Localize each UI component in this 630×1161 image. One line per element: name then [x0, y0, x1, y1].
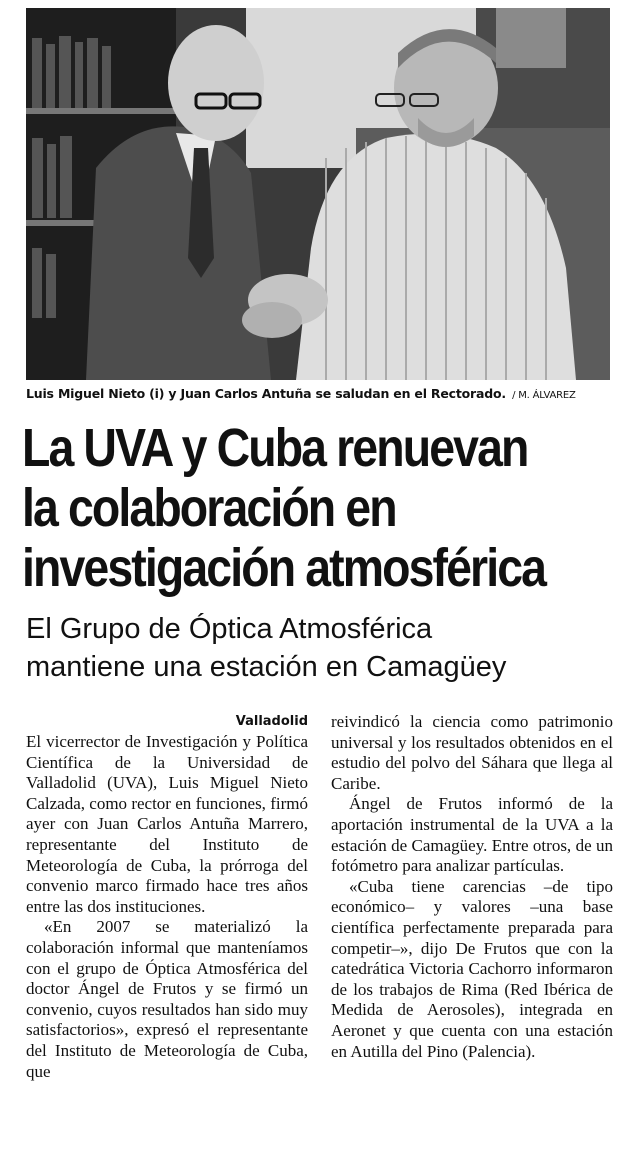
article-column-right	[331, 712, 613, 1062]
headline-line-3: investigación atmosférica	[22, 538, 546, 598]
subtitle-line-1: El Grupo de Óptica Atmosférica	[26, 613, 433, 645]
article-paragraph-5: «Cuba tiene carencias –de tipo económico– y valores –una base científica perfectamente preparada para competir–», dijo De Frutos que con la catedrática Victoria Cachorro informaron de los trabajos de Rima (Red Ibérica de Medida de Aerosoles), integrada en Aeronet y que cuenta con una estación en Autilla del Pino (Palencia).	[331, 876, 613, 1061]
headline-line-2: la colaboración en	[22, 478, 396, 538]
handshake-photo-illustration	[26, 8, 610, 380]
article-paragraph-4: Ángel de Frutos informó de la aportación instrumental de la UVA a la estación de Camagüey. Entre otros, de un fotómetro para analizar partículas.	[331, 794, 613, 876]
subtitle-line-2: mantiene una estación en Camagüey	[26, 651, 507, 683]
headline	[22, 418, 624, 598]
caption-text: Luis Miguel Nieto (i) y Juan Carlos Antuña se saludan en el Rectorado.	[26, 386, 506, 401]
photo-credit: / M. ÁLVAREZ	[512, 390, 576, 401]
article-column-left	[26, 712, 308, 1082]
subtitle	[26, 610, 506, 686]
headline-line-1: La UVA y Cuba renuevan	[22, 418, 528, 478]
news-photo	[26, 8, 610, 380]
article-paragraph-3: reivindicó la ciencia como patrimonio universal y los resultados obtenidos en el estudio del polvo del Sáhara que llega al Caribe.	[331, 712, 613, 793]
photo-caption	[26, 386, 616, 401]
article-paragraph-1: El vicerrector de Investigación y Política Científica de la Universidad de Valladolid (UVA), Luis Miguel Nieto Calzada, como rector en funciones, firmó ayer con Juan Carlos Antuña Marrero, representante del Instituto de Meteorología de Cuba, la prórroga del convenio marco firmado hace tres años entre las dos instituciones.	[26, 732, 308, 916]
dateline: Valladolid	[235, 714, 308, 729]
article-paragraph-2: «En 2007 se materializó la colaboración informal que manteníamos con el grupo de Óptica Atmosférica del doctor Ángel de Frutos y se firmó un convenio, cuyos resultados han sido muy satisfactorios», expresó el representante del Instituto de Meteorología de Cuba, que	[26, 917, 308, 1081]
